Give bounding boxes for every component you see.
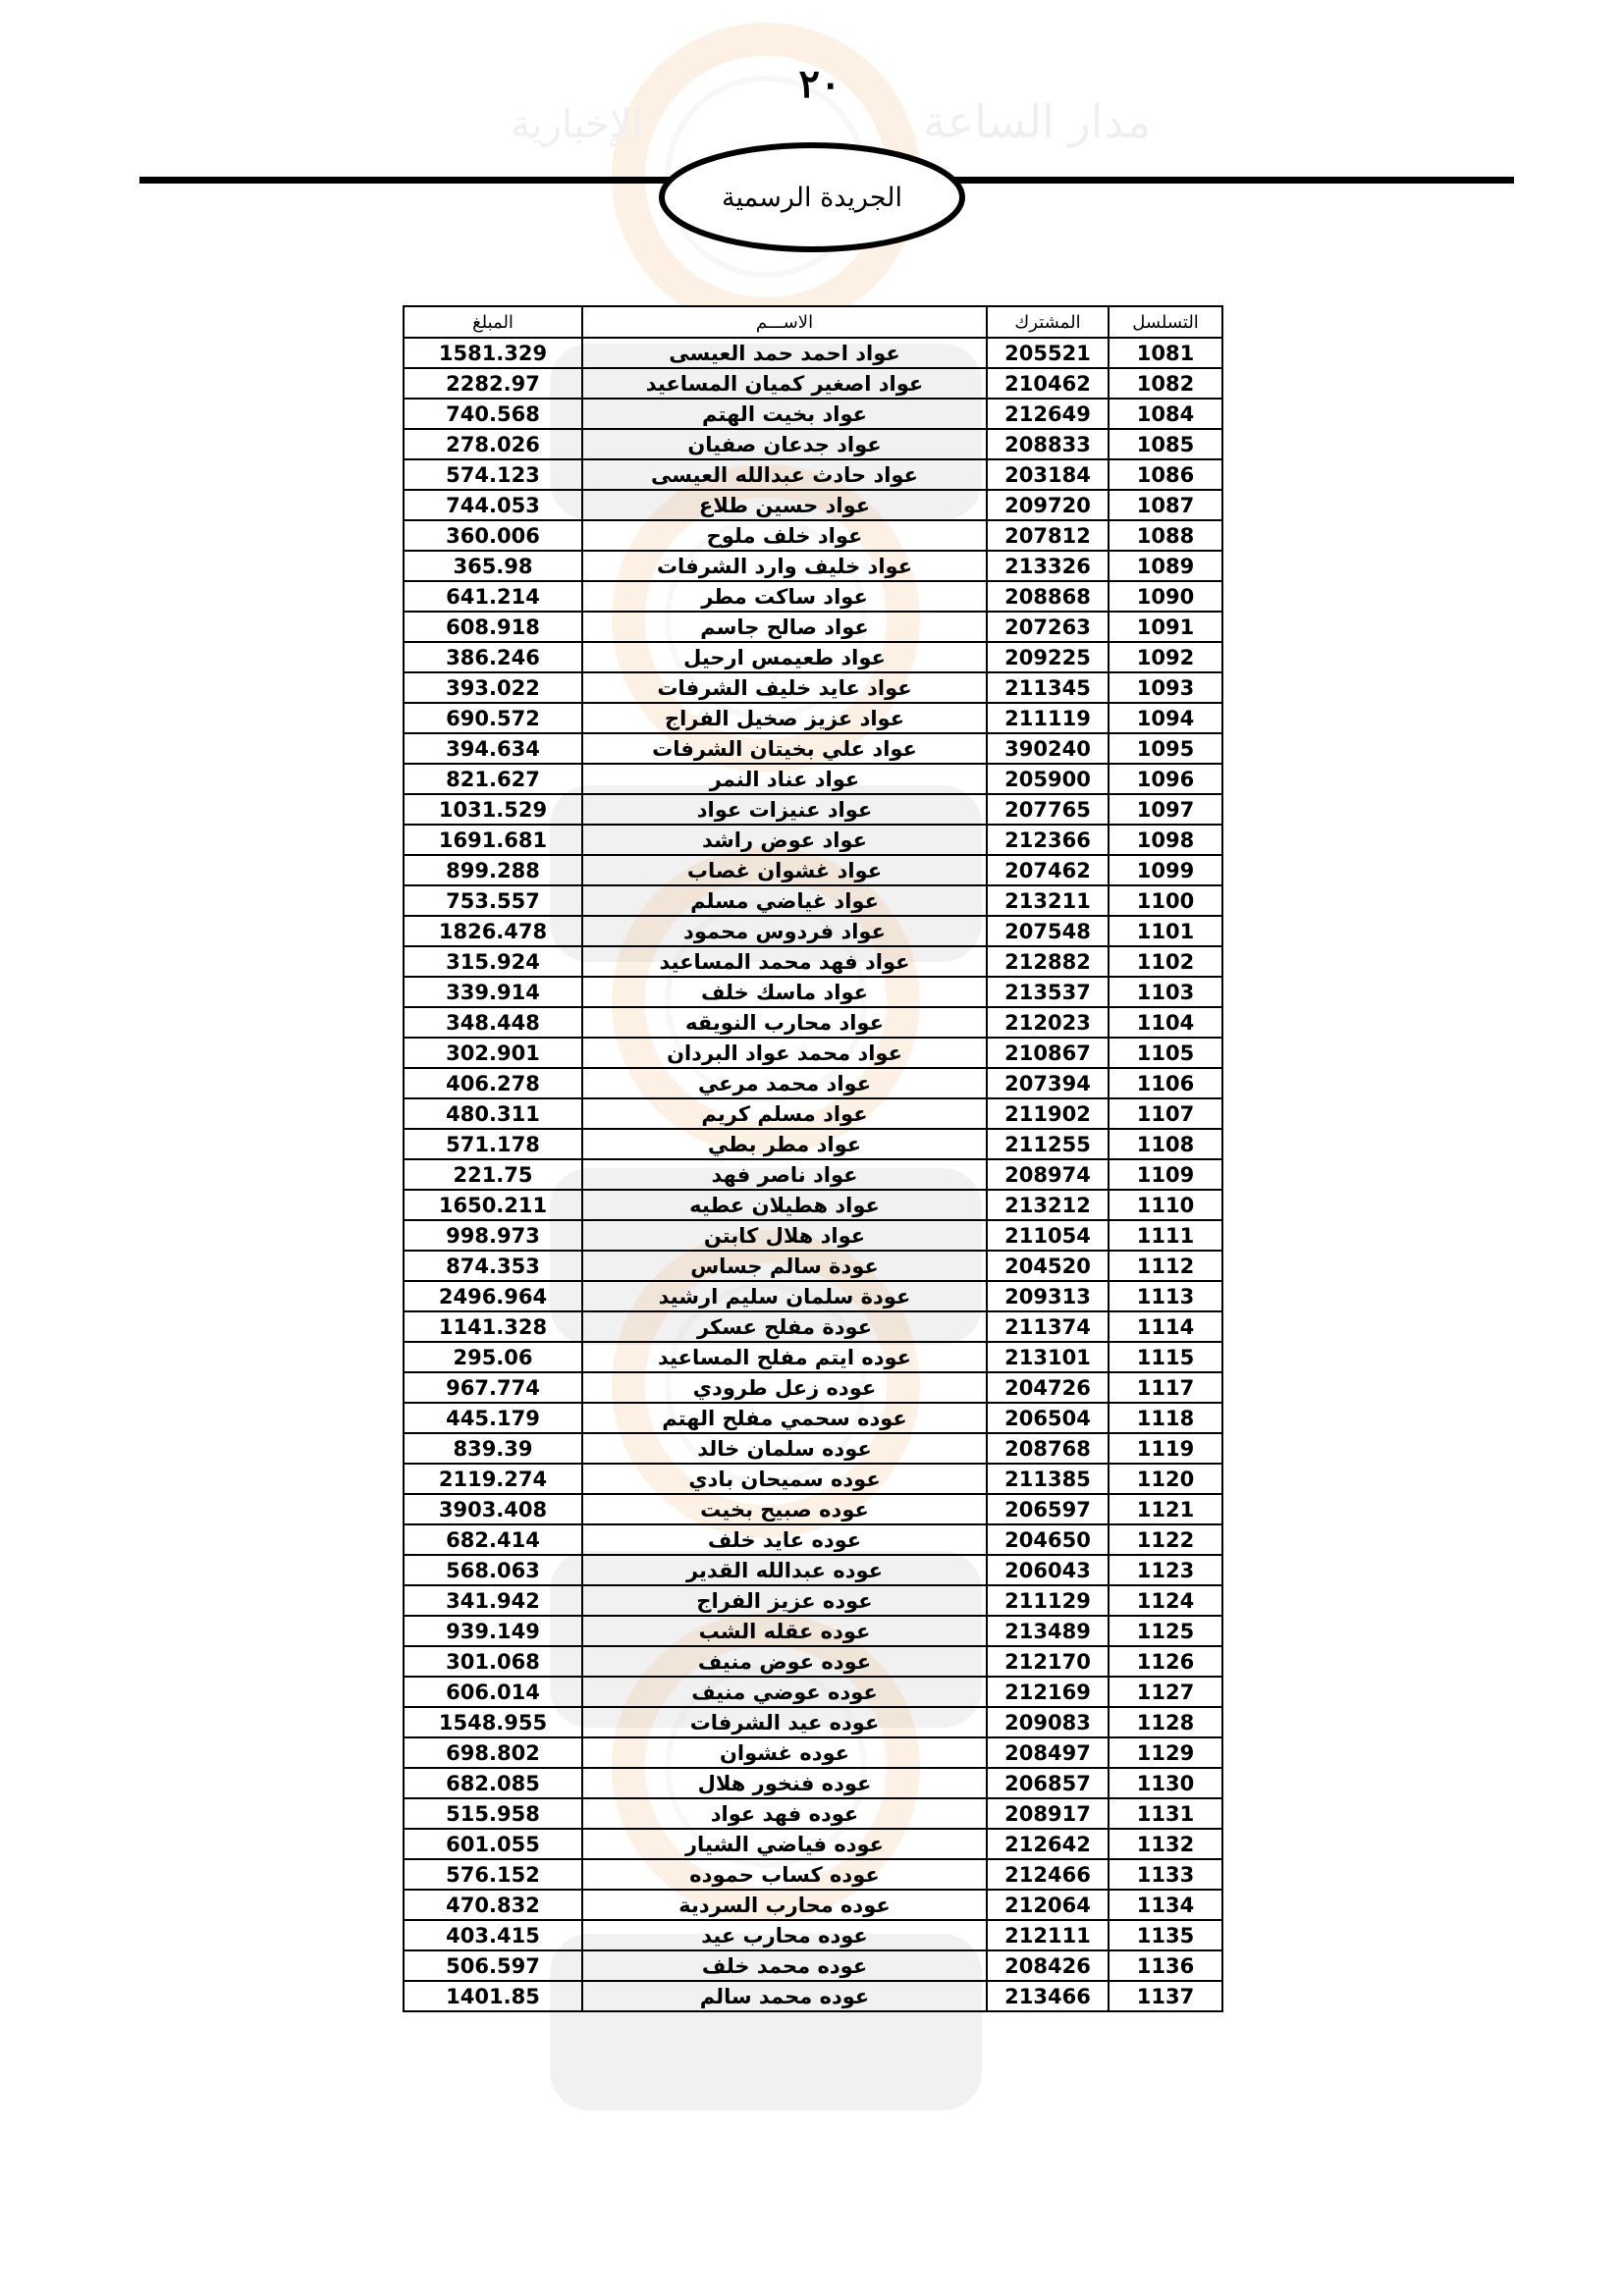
payment-table	[403, 305, 1223, 2012]
cell-amount: 568.063	[404, 1555, 582, 1585]
cell-serial: 1103	[1109, 977, 1222, 1007]
cell-amount: 574.123	[404, 459, 582, 490]
cell-serial: 1128	[1109, 1707, 1222, 1737]
table-row	[404, 1859, 1222, 1890]
cell-subscriber: 213537	[987, 977, 1109, 1007]
cell-amount: 386.246	[404, 642, 582, 672]
cell-serial: 1113	[1109, 1281, 1222, 1311]
cell-amount: 2282.97	[404, 368, 582, 399]
cell-name: عواد عنيزات عواد	[582, 794, 987, 825]
cell-serial: 1137	[1109, 1981, 1222, 2011]
cell-subscriber: 203184	[987, 459, 1109, 490]
header-serial: التسلسل	[1109, 306, 1222, 338]
cell-name: عوده صبيح بخيت	[582, 1494, 987, 1524]
cell-serial: 1086	[1109, 459, 1222, 490]
table-row	[404, 368, 1222, 399]
cell-subscriber: 210867	[987, 1038, 1109, 1068]
cell-serial: 1102	[1109, 946, 1222, 977]
cell-subscriber: 211255	[987, 1129, 1109, 1159]
header-subscriber: المشترك	[987, 306, 1109, 338]
cell-serial: 1121	[1109, 1494, 1222, 1524]
cell-amount: 301.068	[404, 1646, 582, 1677]
cell-name: عوده محمد سالم	[582, 1981, 987, 2011]
cell-subscriber: 206043	[987, 1555, 1109, 1585]
cell-amount: 576.152	[404, 1859, 582, 1890]
cell-subscriber: 208974	[987, 1159, 1109, 1190]
table-row	[404, 1677, 1222, 1707]
cell-serial: 1110	[1109, 1190, 1222, 1220]
table-row	[404, 1950, 1222, 1981]
cell-serial: 1090	[1109, 581, 1222, 612]
cell-serial: 1118	[1109, 1403, 1222, 1433]
table-row	[404, 1068, 1222, 1098]
table-row	[404, 1829, 1222, 1859]
cell-amount: 302.901	[404, 1038, 582, 1068]
table-row	[404, 1372, 1222, 1403]
cell-serial: 1117	[1109, 1372, 1222, 1403]
cell-name: عواد هطيلان عطيه	[582, 1190, 987, 1220]
cell-amount: 339.914	[404, 977, 582, 1007]
cell-name: عواد اصغير كميان المساعيد	[582, 368, 987, 399]
cell-amount: 682.414	[404, 1524, 582, 1555]
header-amount: المبلغ	[404, 306, 582, 338]
cell-subscriber: 208768	[987, 1433, 1109, 1464]
cell-serial: 1107	[1109, 1098, 1222, 1129]
cell-amount: 753.557	[404, 885, 582, 916]
table-row	[404, 825, 1222, 855]
cell-amount: 394.634	[404, 733, 582, 764]
table-row	[404, 1159, 1222, 1190]
cell-subscriber: 212466	[987, 1859, 1109, 1890]
table-row	[404, 1555, 1222, 1585]
cell-name: عواد ماسك خلف	[582, 977, 987, 1007]
cell-subscriber: 209313	[987, 1281, 1109, 1311]
cell-serial: 1133	[1109, 1859, 1222, 1890]
cell-amount: 295.06	[404, 1342, 582, 1372]
cell-name: عوده عوضي منيف	[582, 1677, 987, 1707]
cell-subscriber: 212111	[987, 1920, 1109, 1950]
cell-amount: 1650.211	[404, 1190, 582, 1220]
cell-serial: 1097	[1109, 794, 1222, 825]
cell-serial: 1130	[1109, 1768, 1222, 1798]
cell-serial: 1095	[1109, 733, 1222, 764]
cell-amount: 360.006	[404, 520, 582, 551]
cell-amount: 1401.85	[404, 1981, 582, 2011]
table-row	[404, 916, 1222, 946]
cell-name: عواد غشوان غصاب	[582, 855, 987, 885]
cell-serial: 1127	[1109, 1677, 1222, 1707]
cell-name: عواد محمد مرعي	[582, 1068, 987, 1098]
cell-amount: 3903.408	[404, 1494, 582, 1524]
cell-subscriber: 212882	[987, 946, 1109, 977]
table-row	[404, 977, 1222, 1007]
cell-subscriber: 212649	[987, 399, 1109, 429]
cell-subscriber: 208833	[987, 429, 1109, 459]
cell-serial: 1131	[1109, 1798, 1222, 1829]
table-row	[404, 1464, 1222, 1494]
cell-serial: 1112	[1109, 1251, 1222, 1281]
table-row	[404, 612, 1222, 642]
cell-name: عوده عبدالله القدير	[582, 1555, 987, 1585]
cell-amount: 998.973	[404, 1220, 582, 1251]
table-row	[404, 1646, 1222, 1677]
table-row	[404, 1038, 1222, 1068]
page-number: ٢٠	[798, 61, 841, 107]
cell-subscriber: 212064	[987, 1890, 1109, 1920]
cell-amount: 480.311	[404, 1098, 582, 1129]
table-row	[404, 1616, 1222, 1646]
cell-subscriber: 206857	[987, 1768, 1109, 1798]
cell-subscriber: 205521	[987, 338, 1109, 368]
cell-amount: 1826.478	[404, 916, 582, 946]
cell-subscriber: 206597	[987, 1494, 1109, 1524]
cell-subscriber: 208868	[987, 581, 1109, 612]
cell-name: عوده زعل طرودي	[582, 1372, 987, 1403]
cell-name: عوده محارب عيد	[582, 1920, 987, 1950]
cell-amount: 2119.274	[404, 1464, 582, 1494]
cell-serial: 1085	[1109, 429, 1222, 459]
cell-subscriber: 211054	[987, 1220, 1109, 1251]
cell-name: عواد محارب النويقه	[582, 1007, 987, 1038]
cell-name: عواد عايد خليف الشرفات	[582, 672, 987, 703]
cell-name: عوده غشوان	[582, 1737, 987, 1768]
table-row	[404, 1220, 1222, 1251]
cell-serial: 1081	[1109, 338, 1222, 368]
cell-name: عواد حادث عبدالله العيسى	[582, 459, 987, 490]
cell-subscriber: 211345	[987, 672, 1109, 703]
cell-name: عواد مطر بطي	[582, 1129, 987, 1159]
cell-amount: 606.014	[404, 1677, 582, 1707]
table-row	[404, 1524, 1222, 1555]
table-row	[404, 1098, 1222, 1129]
table-row	[404, 1920, 1222, 1950]
table-row	[404, 672, 1222, 703]
cell-amount: 899.288	[404, 855, 582, 885]
table-row	[404, 764, 1222, 794]
cell-serial: 1096	[1109, 764, 1222, 794]
cell-name: عواد عناد النمر	[582, 764, 987, 794]
cell-amount: 821.627	[404, 764, 582, 794]
cell-subscriber: 208917	[987, 1798, 1109, 1829]
cell-serial: 1082	[1109, 368, 1222, 399]
cell-serial: 1084	[1109, 399, 1222, 429]
cell-name: عواد عوض راشد	[582, 825, 987, 855]
table-row	[404, 1129, 1222, 1159]
table-row	[404, 946, 1222, 977]
cell-amount: 403.415	[404, 1920, 582, 1950]
cell-amount: 2496.964	[404, 1281, 582, 1311]
cell-serial: 1104	[1109, 1007, 1222, 1038]
cell-subscriber: 212169	[987, 1677, 1109, 1707]
cell-subscriber: 207462	[987, 855, 1109, 885]
table-header-row	[404, 306, 1222, 338]
cell-subscriber: 207394	[987, 1068, 1109, 1098]
cell-name: عودة مفلح عسكر	[582, 1311, 987, 1342]
cell-name: عواد ناصر فهد	[582, 1159, 987, 1190]
watermark-text: مدار الساعة	[923, 95, 1152, 148]
cell-name: عوده عايد خلف	[582, 1524, 987, 1555]
cell-serial: 1092	[1109, 642, 1222, 672]
cell-subscriber: 208426	[987, 1950, 1109, 1981]
cell-name: عواد فهد محمد المساعيد	[582, 946, 987, 977]
cell-amount: 740.568	[404, 399, 582, 429]
table-row	[404, 399, 1222, 429]
table-row	[404, 703, 1222, 733]
cell-serial: 1099	[1109, 855, 1222, 885]
table-row	[404, 338, 1222, 368]
table-row	[404, 855, 1222, 885]
cell-amount: 515.958	[404, 1798, 582, 1829]
cell-amount: 393.022	[404, 672, 582, 703]
cell-subscriber: 211385	[987, 1464, 1109, 1494]
cell-name: عواد عزيز صخيل الفراج	[582, 703, 987, 733]
cell-serial: 1101	[1109, 916, 1222, 946]
watermark-text: الإخبارية	[511, 102, 643, 147]
cell-serial: 1109	[1109, 1159, 1222, 1190]
cell-amount: 839.39	[404, 1433, 582, 1464]
cell-serial: 1124	[1109, 1585, 1222, 1616]
cell-serial: 1119	[1109, 1433, 1222, 1464]
table-row	[404, 733, 1222, 764]
cell-amount: 744.053	[404, 490, 582, 520]
cell-subscriber: 204726	[987, 1372, 1109, 1403]
cell-serial: 1098	[1109, 825, 1222, 855]
cell-amount: 445.179	[404, 1403, 582, 1433]
cell-amount: 698.802	[404, 1737, 582, 1768]
cell-serial: 1105	[1109, 1038, 1222, 1068]
cell-serial: 1120	[1109, 1464, 1222, 1494]
cell-serial: 1129	[1109, 1737, 1222, 1768]
table-row	[404, 1190, 1222, 1220]
table-row	[404, 1311, 1222, 1342]
cell-name: عواد بخيت الهتم	[582, 399, 987, 429]
cell-name: عوده محمد خلف	[582, 1950, 987, 1981]
cell-amount: 221.75	[404, 1159, 582, 1190]
cell-serial: 1089	[1109, 551, 1222, 581]
cell-serial: 1134	[1109, 1890, 1222, 1920]
table-row	[404, 1768, 1222, 1798]
cell-name: عواد حسين طلاع	[582, 490, 987, 520]
cell-serial: 1123	[1109, 1555, 1222, 1585]
cell-subscriber: 205900	[987, 764, 1109, 794]
cell-name: عوده محارب السردية	[582, 1890, 987, 1920]
cell-name: عوده عوض منيف	[582, 1646, 987, 1677]
cell-name: عوده عيد الشرفات	[582, 1707, 987, 1737]
table-row	[404, 429, 1222, 459]
cell-subscriber: 211119	[987, 703, 1109, 733]
cell-subscriber: 210462	[987, 368, 1109, 399]
cell-subscriber: 390240	[987, 733, 1109, 764]
cell-serial: 1136	[1109, 1950, 1222, 1981]
cell-amount: 406.278	[404, 1068, 582, 1098]
cell-subscriber: 212023	[987, 1007, 1109, 1038]
cell-subscriber: 209225	[987, 642, 1109, 672]
cell-subscriber: 209083	[987, 1707, 1109, 1737]
table-row	[404, 1494, 1222, 1524]
cell-amount: 348.448	[404, 1007, 582, 1038]
cell-subscriber: 212170	[987, 1646, 1109, 1677]
cell-subscriber: 207548	[987, 916, 1109, 946]
cell-name: عوده سميحان بادي	[582, 1464, 987, 1494]
cell-name: عوده كساب حموده	[582, 1859, 987, 1890]
cell-subscriber: 213326	[987, 551, 1109, 581]
cell-amount: 690.572	[404, 703, 582, 733]
cell-name: عواد مسلم كريم	[582, 1098, 987, 1129]
cell-name: عواد خليف وارد الشرفات	[582, 551, 987, 581]
cell-name: عوده ايتم مفلح المساعيد	[582, 1342, 987, 1372]
table-row	[404, 459, 1222, 490]
table-row	[404, 1281, 1222, 1311]
cell-name: عوده فهد عواد	[582, 1798, 987, 1829]
table-row	[404, 520, 1222, 551]
cell-amount: 1141.328	[404, 1311, 582, 1342]
cell-subscriber: 213212	[987, 1190, 1109, 1220]
cell-name: عوده سحمي مفلح الهتم	[582, 1403, 987, 1433]
cell-name: عواد ساكت مطر	[582, 581, 987, 612]
cell-serial: 1100	[1109, 885, 1222, 916]
cell-amount: 939.149	[404, 1616, 582, 1646]
cell-name: عواد علي بخيتان الشرفات	[582, 733, 987, 764]
cell-serial: 1093	[1109, 672, 1222, 703]
cell-subscriber: 207765	[987, 794, 1109, 825]
cell-amount: 601.055	[404, 1829, 582, 1859]
cell-name: عودة سلمان سليم ارشيد	[582, 1281, 987, 1311]
cell-amount: 967.774	[404, 1372, 582, 1403]
table-row	[404, 1433, 1222, 1464]
cell-subscriber: 212642	[987, 1829, 1109, 1859]
cell-amount: 571.178	[404, 1129, 582, 1159]
cell-subscriber: 204520	[987, 1251, 1109, 1281]
cell-amount: 1691.681	[404, 825, 582, 855]
cell-subscriber: 213489	[987, 1616, 1109, 1646]
cell-name: عواد محمد عواد البردان	[582, 1038, 987, 1068]
cell-amount: 1581.329	[404, 338, 582, 368]
cell-subscriber: 213101	[987, 1342, 1109, 1372]
table-row	[404, 581, 1222, 612]
cell-serial: 1108	[1109, 1129, 1222, 1159]
cell-serial: 1088	[1109, 520, 1222, 551]
cell-serial: 1087	[1109, 490, 1222, 520]
table-row	[404, 1890, 1222, 1920]
cell-name: عواد صالح جاسم	[582, 612, 987, 642]
table-row	[404, 1251, 1222, 1281]
cell-subscriber: 204650	[987, 1524, 1109, 1555]
table-row	[404, 1737, 1222, 1768]
cell-amount: 1031.529	[404, 794, 582, 825]
cell-name: عوده عقله الشب	[582, 1616, 987, 1646]
cell-subscriber: 212366	[987, 825, 1109, 855]
cell-name: عواد جدعان صفيان	[582, 429, 987, 459]
cell-subscriber: 211374	[987, 1311, 1109, 1342]
table-row	[404, 490, 1222, 520]
cell-amount: 874.353	[404, 1251, 582, 1281]
cell-serial: 1111	[1109, 1220, 1222, 1251]
cell-subscriber: 207812	[987, 520, 1109, 551]
cell-serial: 1115	[1109, 1342, 1222, 1372]
cell-subscriber: 206504	[987, 1403, 1109, 1433]
cell-serial: 1106	[1109, 1068, 1222, 1098]
cell-amount: 506.597	[404, 1950, 582, 1981]
table-row	[404, 1403, 1222, 1433]
cell-amount: 315.924	[404, 946, 582, 977]
cell-amount: 1548.955	[404, 1707, 582, 1737]
cell-serial: 1122	[1109, 1524, 1222, 1555]
header-name: الاســـم	[582, 306, 987, 338]
cell-name: عواد هلال كابتن	[582, 1220, 987, 1251]
cell-serial: 1132	[1109, 1829, 1222, 1859]
cell-name: عواد احمد حمد العيسى	[582, 338, 987, 368]
cell-amount: 608.918	[404, 612, 582, 642]
cell-subscriber: 213211	[987, 885, 1109, 916]
cell-subscriber: 211129	[987, 1585, 1109, 1616]
cell-amount: 341.942	[404, 1585, 582, 1616]
cell-name: عوده سلمان خالد	[582, 1433, 987, 1464]
cell-amount: 682.085	[404, 1768, 582, 1798]
cell-name: عواد خلف ملوح	[582, 520, 987, 551]
cell-name: عواد غياضي مسلم	[582, 885, 987, 916]
masthead	[656, 139, 968, 255]
table-row	[404, 1007, 1222, 1038]
table-row	[404, 642, 1222, 672]
cell-name: عواد فردوس محمود	[582, 916, 987, 946]
table-row	[404, 1798, 1222, 1829]
table-row	[404, 1585, 1222, 1616]
table-row	[404, 1342, 1222, 1372]
table-row	[404, 885, 1222, 916]
cell-name: عواد طعيمس ارحيل	[582, 642, 987, 672]
cell-subscriber: 208497	[987, 1737, 1109, 1768]
table-row	[404, 1981, 1222, 2011]
masthead-title: الجريدة الرسمية	[722, 182, 902, 213]
cell-serial: 1094	[1109, 703, 1222, 733]
cell-subscriber: 211902	[987, 1098, 1109, 1129]
table-row	[404, 794, 1222, 825]
cell-name: عوده عزيز الفراج	[582, 1585, 987, 1616]
cell-amount: 365.98	[404, 551, 582, 581]
cell-serial: 1126	[1109, 1646, 1222, 1677]
cell-name: عودة سالم جساس	[582, 1251, 987, 1281]
cell-amount: 641.214	[404, 581, 582, 612]
cell-amount: 470.832	[404, 1890, 582, 1920]
cell-amount: 278.026	[404, 429, 582, 459]
cell-subscriber: 213466	[987, 1981, 1109, 2011]
cell-subscriber: 207263	[987, 612, 1109, 642]
cell-serial: 1114	[1109, 1311, 1222, 1342]
cell-name: عوده فياضي الشيار	[582, 1829, 987, 1859]
table-row	[404, 1707, 1222, 1737]
cell-serial: 1125	[1109, 1616, 1222, 1646]
table-row	[404, 551, 1222, 581]
cell-serial: 1091	[1109, 612, 1222, 642]
cell-serial: 1135	[1109, 1920, 1222, 1950]
cell-name: عوده فنخور هلال	[582, 1768, 987, 1798]
cell-subscriber: 209720	[987, 490, 1109, 520]
